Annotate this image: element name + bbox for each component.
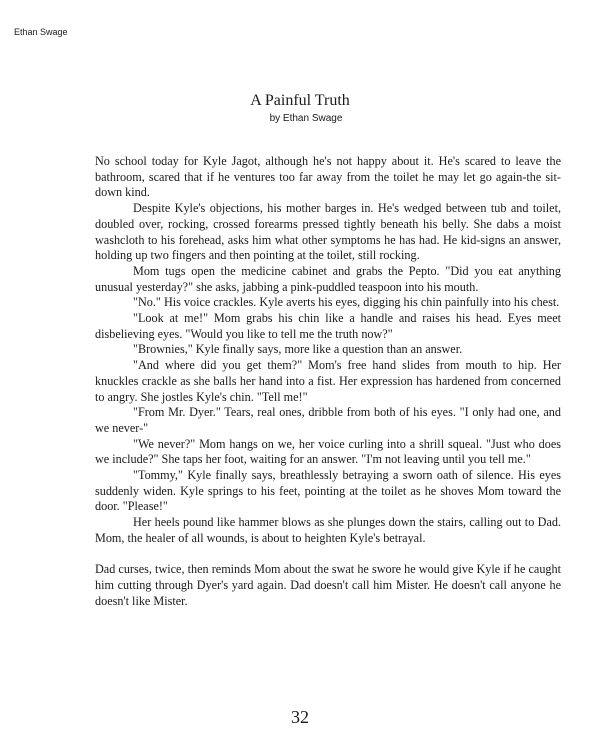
page-number: 32: [291, 707, 309, 727]
story-title: A Painful Truth: [250, 92, 350, 109]
paragraph: Dad curses, twice, then reminds Mom about the swat he swore he would give Kyle if he caught him cutting through Dyer's yard again. Dad doesn't call him Mister. He doesn't call anyone he doesn't like Mister.: [95, 562, 561, 608]
paragraph: "We never?" Mom hangs on we, her voice curling into a shrill squeal. "Just who does we include?" She taps her foot, waiting for an answer. "I'm not leaving until you tell me.": [95, 436, 561, 467]
paragraph: "No." His voice crackles. Kyle averts his eyes, digging his chin painfully into his chest.: [133, 295, 560, 310]
paragraph: Mom tugs open the medicine cabinet and grabs the Pepto. "Did you eat anything unusual yesterday?" she asks, jabbing a pink-puddled teaspoon into his mouth.: [95, 263, 561, 294]
running-head: Ethan Swage: [14, 27, 68, 37]
paragraph: Her heels pound like hammer blows as she plunges down the stairs, calling out to Dad. Mom, the healer of all wounds, is about to heighten Kyle's betrayal.: [95, 515, 561, 545]
paragraph: "Look at me!" Mom grabs his chin like a handle and raises his head. Eyes meet disbelieving eyes. "Would you like to tell me the truth now?": [95, 311, 561, 341]
paragraph: "Tommy," Kyle finally says, breathlessly betraying a sworn oath of silence. His eyes suddenly widen. Kyle springs to his feet, pointing at the toilet as he shoves Mom toward the door. "Please!": [95, 468, 561, 514]
byline: by Ethan Swage: [269, 113, 343, 124]
story-body: [95, 154, 561, 609]
paragraph: No school today for Kyle Jagot, although he's not happy about it. He's scared to leave the bathroom, scared that if he ventures too far away from the toilet he may let go again-the sit-down kind.: [95, 154, 561, 200]
paragraph: "And where did you get them?" Mom's free hand slides from mouth to hip. Her knuckles crackle as she balls her hand into a fist. Her expression has hardened from concerned to angry. She jostles Kyle's chin. "Tell me!": [95, 358, 561, 404]
paragraph: Despite Kyle's objections, his mother barges in. He's wedged between tub and toilet, doubled over, rocking, crossed forearms pressed tightly beneath his belly. She dabs a moist washcloth to his forehead, asks him what other symptoms he has had. He kid-signs an answer, holding up two fingers and then pointing at the toilet, still rocking.: [95, 201, 561, 263]
paragraph: "From Mr. Dyer." Tears, real ones, dribble from both of his eyes. "I only had one, and we never-": [95, 405, 561, 435]
paragraph: "Brownies," Kyle finally says, more like a question than an answer.: [133, 342, 463, 357]
